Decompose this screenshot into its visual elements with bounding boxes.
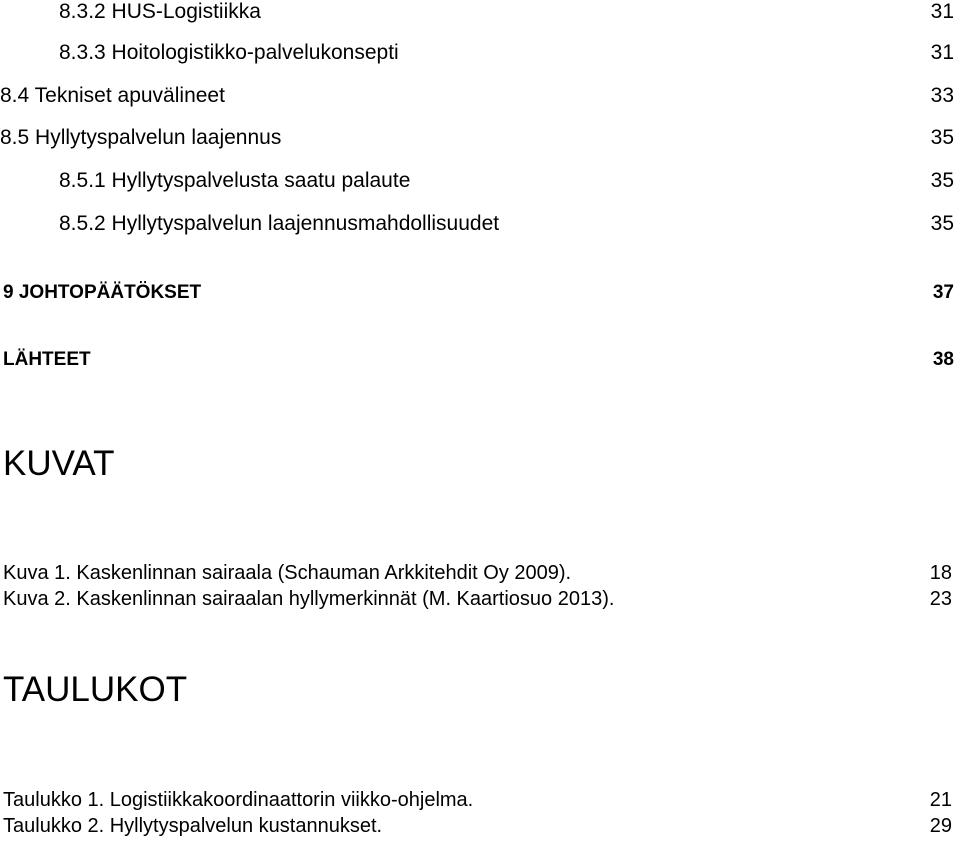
toc-entry-label: 9 JOHTOPÄÄTÖKSET — [3, 282, 202, 303]
toc-entry-8-5-2[interactable] — [0, 212, 960, 236]
toc-entry-label: LÄHTEET — [3, 349, 91, 370]
tables-heading: TAULUKOT — [3, 670, 188, 709]
figure-entry-page: 23 — [929, 588, 952, 610]
figures-heading: KUVAT — [3, 444, 115, 483]
toc-entry-page: 31 — [930, 0, 954, 23]
figure-entry-label: Kuva 1. Kaskenlinnan sairaala (Schauman Arkkitehdit Oy 2009). — [3, 562, 572, 584]
table-entry-label: Taulukko 2. Hyllytyspalvelun kustannukset. — [3, 815, 383, 837]
toc-entry-page: 33 — [930, 84, 954, 107]
figure-entry-page: 18 — [929, 562, 952, 584]
toc-entry-page: 38 — [932, 349, 954, 370]
table-entry-page: 21 — [929, 789, 952, 811]
toc-entry-8-4[interactable] — [0, 84, 960, 108]
toc-entry-lahteet[interactable] — [0, 348, 960, 372]
toc-entry-8-5-1[interactable] — [0, 169, 960, 193]
toc-entry-8-3-2[interactable] — [0, 0, 960, 24]
toc-entry-8-5[interactable] — [0, 126, 960, 150]
toc-entry-page: 37 — [932, 282, 954, 303]
figure-entry-1[interactable] — [0, 562, 960, 585]
toc-entry-page: 31 — [930, 41, 954, 64]
table-entry-1[interactable] — [0, 789, 960, 812]
table-entry-label: Taulukko 1. Logistiikkakoordinaattorin viikko-ohjelma. — [3, 789, 474, 811]
table-entry-page: 29 — [929, 815, 952, 837]
toc-entry-johtopaatokset[interactable] — [0, 281, 960, 305]
toc-entry-label: 8.5.1 Hyllytyspalvelusta saatu palaute — [59, 169, 411, 192]
figure-entry-2[interactable] — [0, 588, 960, 611]
toc-entry-label: 8.3.2 HUS-Logistiikka — [59, 0, 261, 23]
toc-entry-page: 35 — [930, 126, 954, 149]
table-entry-2[interactable] — [0, 815, 960, 838]
toc-entry-page: 35 — [930, 169, 954, 192]
toc-entry-label: 8.5.2 Hyllytyspalvelun laajennusmahdollisuudet — [59, 212, 500, 235]
toc-entry-label: 8.3.3 Hoitologistikko-palvelukonsepti — [59, 41, 399, 64]
toc-entry-page: 35 — [930, 212, 954, 235]
toc-entry-label: 8.4 Tekniset apuvälineet — [0, 84, 225, 107]
toc-entry-label: 8.5 Hyllytyspalvelun laajennus — [0, 126, 282, 149]
toc-entry-8-3-3[interactable] — [0, 41, 960, 65]
figure-entry-label: Kuva 2. Kaskenlinnan sairaalan hyllymerkinnät (M. Kaartiosuo 2013). — [3, 588, 615, 610]
